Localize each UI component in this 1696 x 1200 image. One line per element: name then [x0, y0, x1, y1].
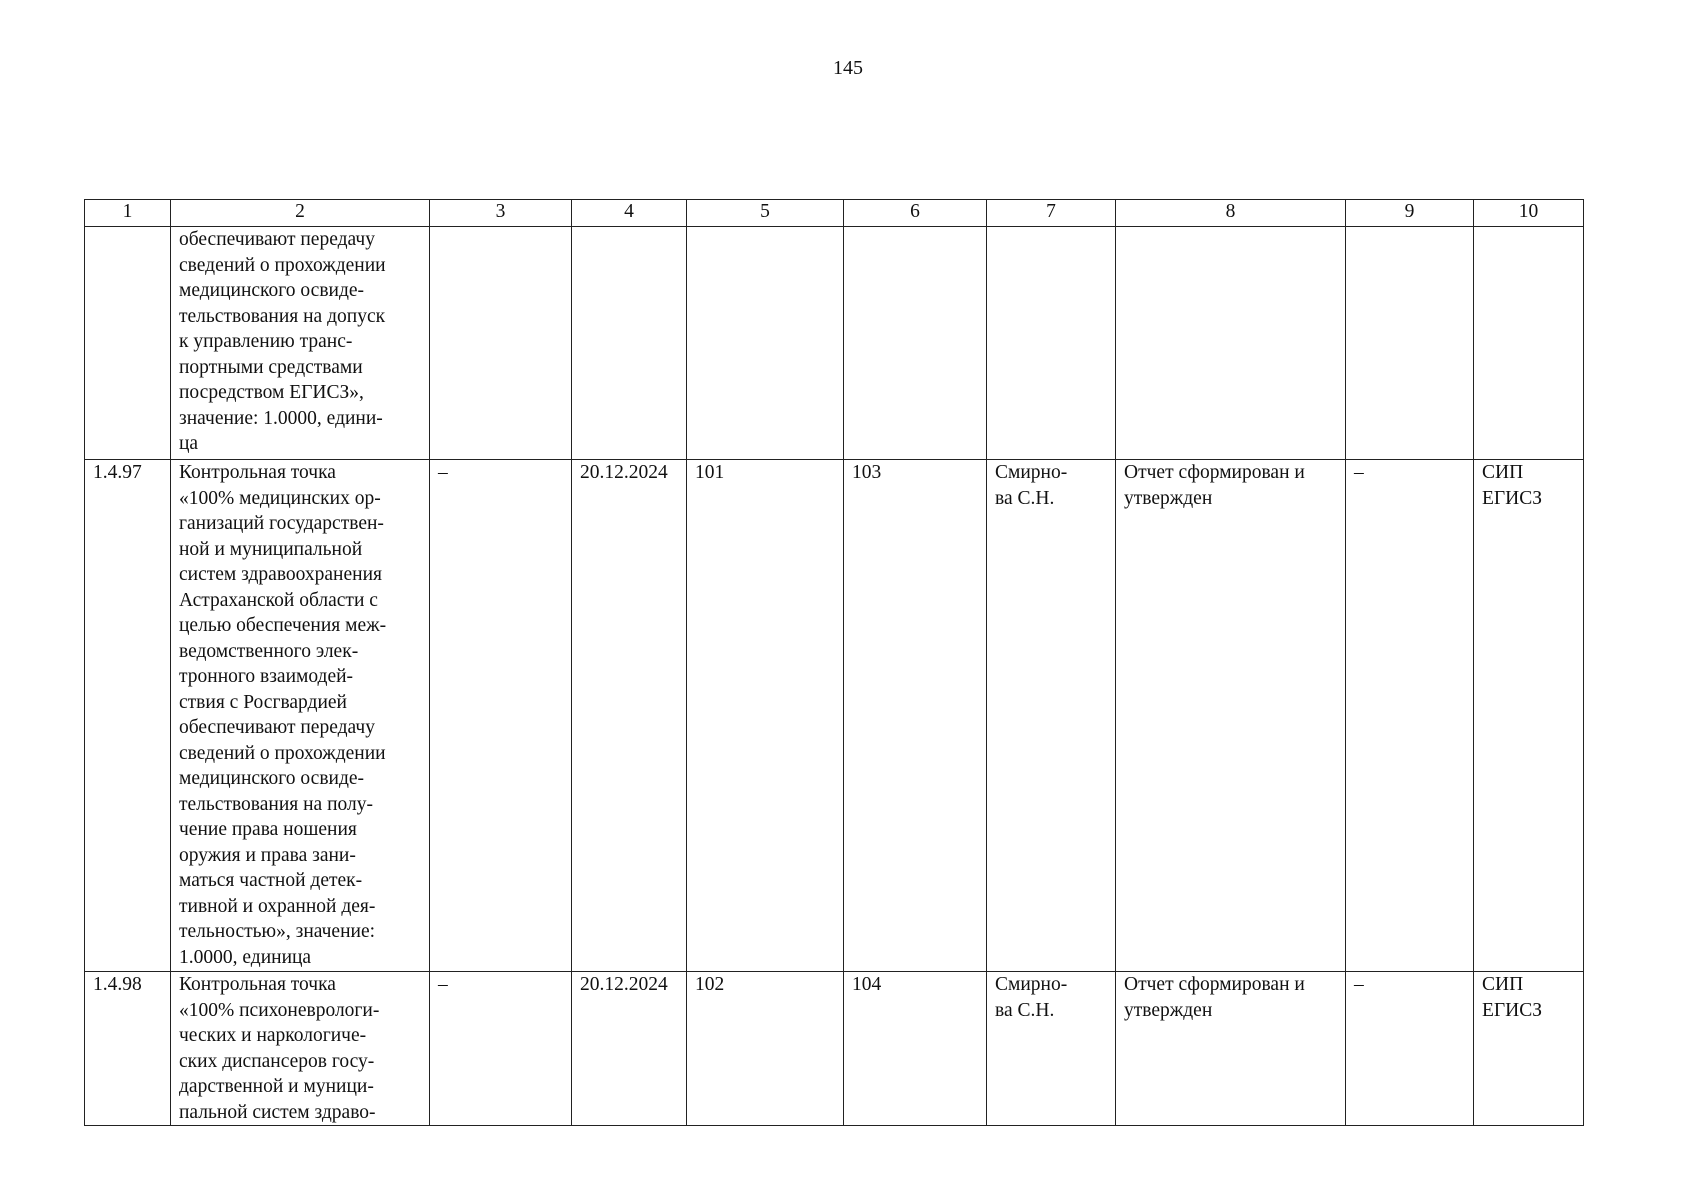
cell-col6: 103 — [844, 460, 987, 972]
cell-system — [1474, 227, 1584, 460]
cell-col9: – — [1346, 972, 1474, 1126]
table-row — [85, 972, 1584, 1126]
column-header-9: 9 — [1346, 200, 1474, 227]
cell-number: 1.4.98 — [85, 972, 171, 1126]
cell-col5: 102 — [687, 972, 844, 1126]
column-header-4: 4 — [572, 200, 687, 227]
cell-number: 1.4.97 — [85, 460, 171, 972]
page-number: 145 — [833, 57, 863, 79]
cell-responsible: Смирно- ва С.Н. — [987, 972, 1116, 1126]
cell-col3: – — [430, 460, 572, 972]
cell-col5: 101 — [687, 460, 844, 972]
column-header-10: 10 — [1474, 200, 1584, 227]
table-row — [85, 227, 1584, 460]
column-header-7: 7 — [987, 200, 1116, 227]
cell-description: обеспечивают передачу сведений о прохождении медицинского освиде- тельствования на допуск к управлению транс- портными средствами посредством ЕГИСЗ», значение: 1.0000, едини- ца — [171, 227, 430, 460]
cell-result: Отчет сформирован и утвержден — [1116, 972, 1346, 1126]
column-header-8: 8 — [1116, 200, 1346, 227]
cell-description: Контрольная точка «100% психоневрологи- ческих и наркологиче- ских диспансеров госу- дарственной и муници- пальной систем здраво- — [171, 972, 430, 1126]
cell-col5 — [687, 227, 844, 460]
cell-number — [85, 227, 171, 460]
table-row — [85, 460, 1584, 972]
cell-result — [1116, 227, 1346, 460]
cell-col3 — [430, 227, 572, 460]
cell-date: 20.12.2024 — [572, 460, 687, 972]
cell-col9: – — [1346, 460, 1474, 972]
column-header-5: 5 — [687, 200, 844, 227]
cell-description: Контрольная точка «100% медицинских ор- ганизаций государствен- ной и муниципальной систем здравоохранения Астраханской области с целью обеспечения меж- ведомственного элек- тронного взаимодей- ствия с Росгвардией обеспечивают передачу сведений о прохождении медицинского освиде- тельствования на полу- чение права ношения оружия и права зани- маться частной детек- тивной и охранной дея- тельностью», значение: 1.0000, единица — [171, 460, 430, 972]
document-table — [84, 199, 1584, 1126]
column-header-6: 6 — [844, 200, 987, 227]
cell-date — [572, 227, 687, 460]
cell-col9 — [1346, 227, 1474, 460]
cell-col3: – — [430, 972, 572, 1126]
cell-system: СИП ЕГИСЗ — [1474, 972, 1584, 1126]
column-header-1: 1 — [85, 200, 171, 227]
table-header-row — [85, 200, 1584, 227]
cell-system: СИП ЕГИСЗ — [1474, 460, 1584, 972]
cell-responsible — [987, 227, 1116, 460]
cell-col6: 104 — [844, 972, 987, 1126]
cell-col6 — [844, 227, 987, 460]
cell-responsible: Смирно- ва С.Н. — [987, 460, 1116, 972]
cell-result: Отчет сформирован и утвержден — [1116, 460, 1346, 972]
cell-date: 20.12.2024 — [572, 972, 687, 1126]
column-header-2: 2 — [171, 200, 430, 227]
column-header-3: 3 — [430, 200, 572, 227]
